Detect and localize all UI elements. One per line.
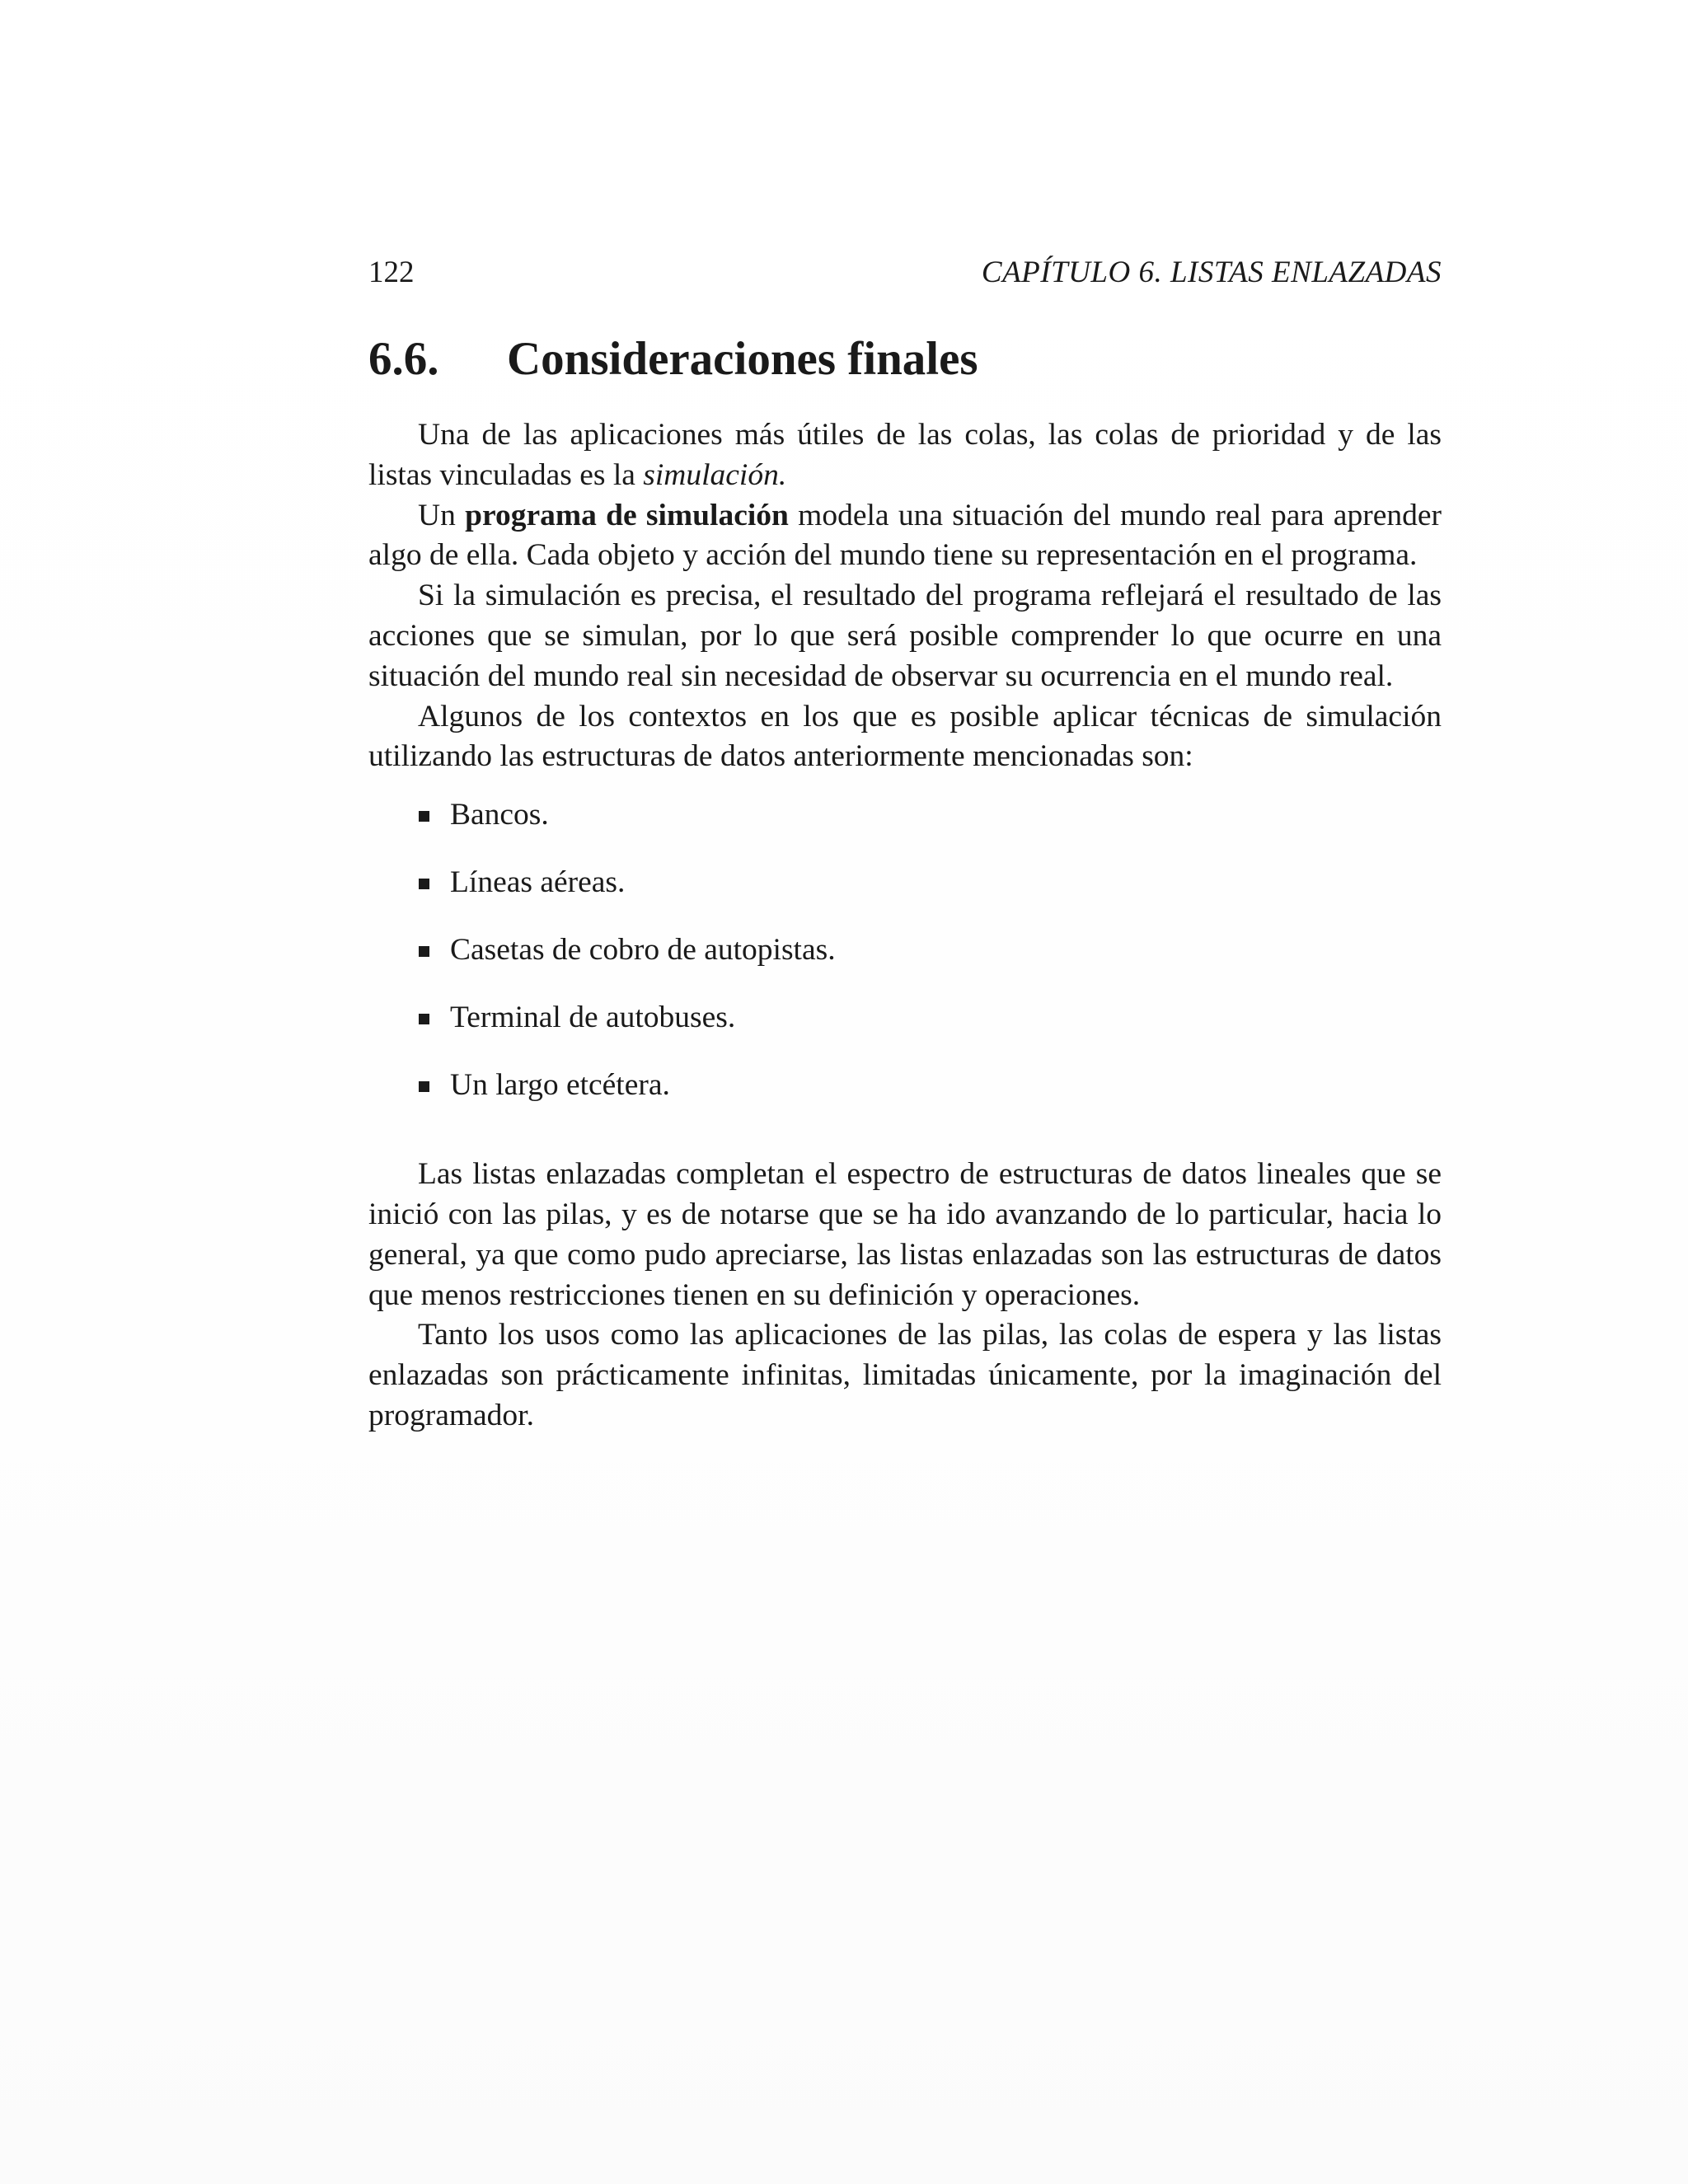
paragraph-1 xyxy=(368,415,1442,496)
section-title: Consideraciones finales xyxy=(507,333,978,385)
list-item-text: Terminal de autobuses. xyxy=(450,1001,736,1035)
paragraph-4: Algunos de los contextos en los que es posible aplicar técnicas de simulación utilizando las estructuras de datos anteriormente mencionadas son: xyxy=(368,699,1442,774)
square-bullet-icon xyxy=(419,1014,429,1024)
paragraph-1-text: Una de las aplicaciones más útiles de las colas, las colas de prioridad y de las listas vinculadas es la xyxy=(368,418,1442,492)
square-bullet-icon xyxy=(419,879,429,889)
list-item xyxy=(368,998,1442,1066)
emphasized-term: simulación. xyxy=(643,457,787,492)
list-item xyxy=(368,1066,1442,1133)
list-item-text: Bancos. xyxy=(450,798,549,832)
list-item xyxy=(368,863,1442,930)
paragraph-5: Las listas enlazadas completan el espectro de estructuras de datos lineales que se inició con las pilas, y es de notarse que se ha ido avanzando de lo particular, hacia lo general, ya que como pudo apreciarse, las listas enlazadas son las estructuras de datos que menos restricciones tienen en su definición y operaciones. xyxy=(368,1157,1442,1312)
list-item-text: Un largo etcétera. xyxy=(450,1068,670,1103)
paragraph-2-text: modela una situación del mundo real para aprender algo de ella. Cada objeto y acción del mundo tiene su representación en el programa. xyxy=(368,498,1442,573)
running-head: CAPÍTULO 6. LISTAS ENLAZADAS xyxy=(981,255,1442,289)
page-number: 122 xyxy=(368,255,415,289)
square-bullet-icon xyxy=(419,1081,429,1092)
list-item xyxy=(368,930,1442,998)
bold-term: programa de simulación xyxy=(465,498,789,532)
square-bullet-icon xyxy=(419,946,429,957)
section-heading xyxy=(368,328,1442,391)
paragraph-2 xyxy=(368,496,1442,577)
list-item-text: Casetas de cobro de autopistas. xyxy=(450,933,836,968)
paragraph-6: Tanto los usos como las aplicaciones de las pilas, las colas de espera y las listas enlazadas son prácticamente infinitas, limitadas únicamente, por la imaginación del programador. xyxy=(368,1318,1442,1432)
square-bullet-icon xyxy=(419,811,429,822)
paragraph-3: Si la simulación es precisa, el resultado del programa reflejará el resultado de las acciones que se simulan, por lo que será posible comprender lo que ocurre en una situación del mundo real sin necesidad de observar su ocurrencia en el mundo real. xyxy=(368,579,1442,693)
body-text xyxy=(368,415,1442,1436)
paragraph-2-lead: Un xyxy=(418,498,466,532)
page-header xyxy=(368,252,1442,293)
bullet-list xyxy=(368,795,1442,1133)
list-item-text: Líneas aéreas. xyxy=(450,865,626,900)
list-item xyxy=(368,795,1442,863)
section-number: 6.6. xyxy=(368,333,439,385)
